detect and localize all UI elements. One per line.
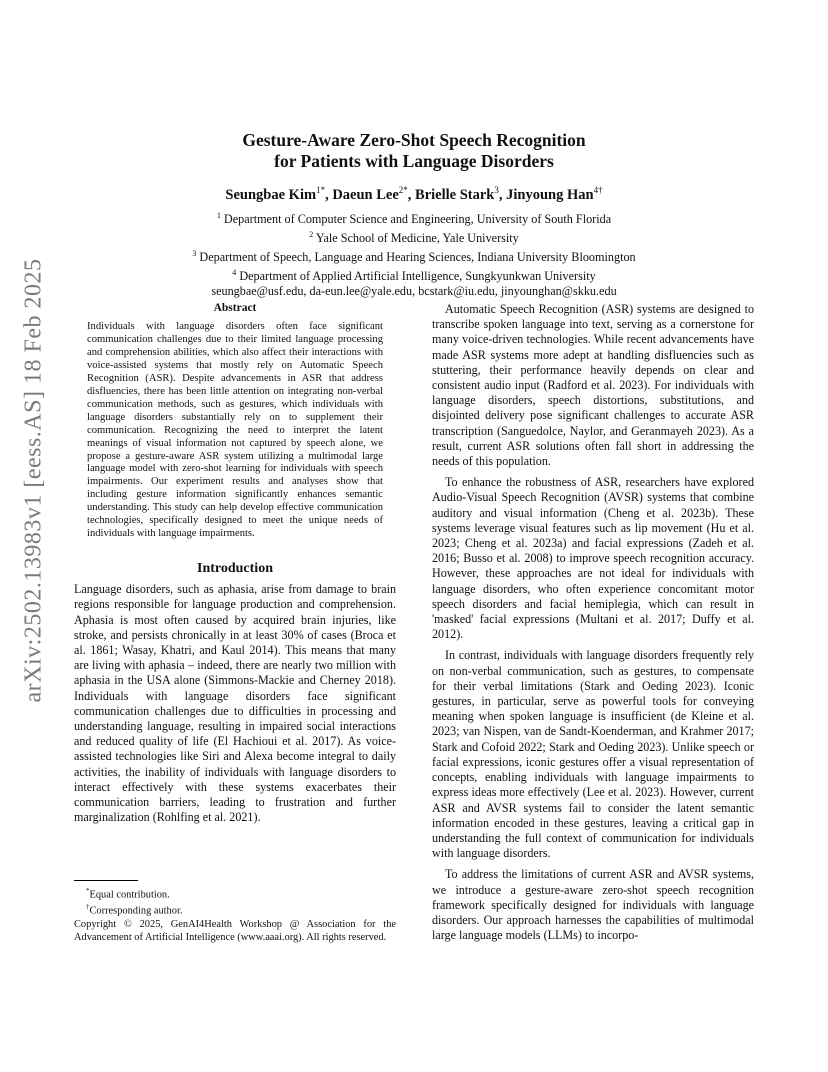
author: Daeun Lee$^{2*}$ <box>332 185 408 203</box>
paper-header <box>74 130 754 299</box>
title-line-1: Gesture-Aware Zero-Shot Speech Recognition <box>242 130 586 150</box>
left-column <box>74 302 396 825</box>
paper-title <box>74 130 754 172</box>
abstract-text: Individuals with language disorders often face significant communication challenges due to their limited language processing and comprehension abilities, which also affect their interactions with voice-assisted systems that mostly rely on Automatic Speech Recognition (ASR). Despite advancements in ASR that address disfluencies, there has been little attention on integrating non-verbal communication methods, such as gestures, which individuals with language disorders substantially rely on to supplement their communication. Recognizing the need to interpret the latent meanings of visual information not captured by speech alone, we propose a gesture-aware ASR system utilizing a multimodal large language model with zero-shot learning for individuals with speech impairments. Our experiment results and analyses show that including gesture information significantly enhances semantic understanding. This study can help develop effective communication technologies, specifically designed to meet the unique needs of individuals with language impairments. <box>87 321 383 540</box>
affiliation-list <box>74 208 754 299</box>
footnote: †Corresponding author. <box>86 903 183 917</box>
footnote: *Equal contribution. <box>86 887 170 901</box>
arxiv-identifier-stamp <box>14 258 54 702</box>
affiliation: $^3$ Department of Speech, Language and Hearing Sciences, Indiana University Bloomington <box>192 248 636 265</box>
title-line-2: for Patients with Language Disorders <box>274 151 554 171</box>
author: Jinyoung Han$^{4\dagger}$ <box>506 185 603 203</box>
body-paragraph: To address the limitations of current ASR and AVSR systems, we introduce a gesture-aware zero-shot speech recognition framework specifically designed for individuals with language disorders. Our approach harnesses the capabilities of multimodal large language models (LLMs) to incorpo- <box>432 867 754 943</box>
abstract-heading: Abstract <box>213 302 257 314</box>
footnotes <box>74 880 396 944</box>
arxiv-stamp-text: arXiv:2502.13983v1 [eess.AS] 18 Feb 2025 <box>20 258 47 702</box>
author: Brielle Stark$^3$ <box>415 185 499 203</box>
body-paragraph: To enhance the robustness of ASR, researchers have explored Audio-Visual Speech Recognition (AVSR) systems that combine auditory and visual information (Cheng et al. 2023b). These systems leverage visual features such as lip movement (Hu et al. 2023; Cheng et al. 2023a) and facial expressions (Zadeh et al. 2016; Busso et al. 2008) to improve speech recognition accuracy. However, these approaches are not ideal for individuals with language disorders, who often experience concomitant motor speech disorders and facial hemiplegia, which can result in 'masked' facial expressions (Multani et al. 2017; Duffy et al. 2012). <box>432 475 754 642</box>
author-list: Seungbae Kim$^{1*}$, Daeun Lee$^{2*}$, Brielle Stark$^3$, Jinyoung Han$^{4\dagger}$ <box>225 185 603 203</box>
affiliation: $^2$ Yale School of Medicine, Yale University <box>309 229 519 245</box>
body-paragraph: In contrast, individuals with language disorders frequently rely on non-verbal communication, such as gestures, to compensate for their verbal limitations (Stark and Oeding 2023). Iconic gestures, in particular, serve as powerful tools for conveying meaning when spoken language is insufficient (de Kleine et al. 2023; van Nispen, van de Sandt-Koenderman, and Krahmer 2017; Stark and Cofoid 2022; Stark and Oeding 2023). Unlike speech or facial expressions, iconic gestures offer a visual representation of concepts, enabling individuals with language impairments to express ideas more effectively (Lee et al. 2023). However, current ASR and AVSR systems fail to consider the latent semantic information encoded in these gestures, leaving a critical gap in understanding the full context of communication for individuals with language disorders. <box>432 648 754 861</box>
body-paragraph: Automatic Speech Recognition (ASR) systems are designed to transcribe spoken language into text, serving as a cornerstone for many voice-driven technologies. While recent advancements have made ASR systems more adept at handling disfluencies such as stuttering, their performance heavily depends on clear and consistent audio input (Radford et al. 2023). For individuals with language disorders, speech distortions, substitutions, and disjointed delivery pose significant challenges to accurate ASR transcription (Sanguedolce, Naylor, and Geranmayeh 2023). As a result, current ASR solutions often fall short in addressing the needs of this population. <box>432 302 754 469</box>
affiliation: $^4$ Department of Applied Artificial Intelligence, Sungkyunkwan University <box>232 268 596 284</box>
introduction-heading: Introduction <box>197 561 273 577</box>
copyright-notice: Copyright © 2025, GenAI4Health Workshop @ Association for the Advancement of Artificial Intelligence (www.aaai.org). All rights reserved. <box>74 918 396 943</box>
right-column <box>432 302 754 943</box>
footnote-divider <box>74 880 138 881</box>
author: Seungbae Kim$^{1*}$ <box>225 185 326 203</box>
affiliation: $^1$ Department of Computer Science and Engineering, University of South Florida <box>216 210 612 226</box>
author-emails: seungbae@usf.edu, da-eun.lee@yale.edu, bcstark@iu.edu, jinyounghan@skku.edu <box>211 284 617 299</box>
intro-paragraph: Language disorders, such as aphasia, arise from damage to brain regions responsible for language production and comprehension. Aphasia is most often caused by acquired brain injuries, like stroke, and persists chronically in at least 30% of cases (Broca et al. 1861; Wasay, Khatri, and Kaul 2014). This means that many are living with aphasia – indeed, there are nearly two million with aphasia in the USA alone (Simmons-Mackie and Cherney 2018). Individuals with language disorders face significant communication challenges due to difficulties in processing and understanding language, resulting in impaired social interactions and reduced quality of life (El Hachioui et al. 2017). As voice-assisted technologies like Siri and Alexa become integral to daily activities, the inability of individuals with language disorders to interact effectively with these systems exacerbates their communication barriers, leading to frustration and further marginalization (Rohlfing et al. 2021). <box>74 582 396 825</box>
